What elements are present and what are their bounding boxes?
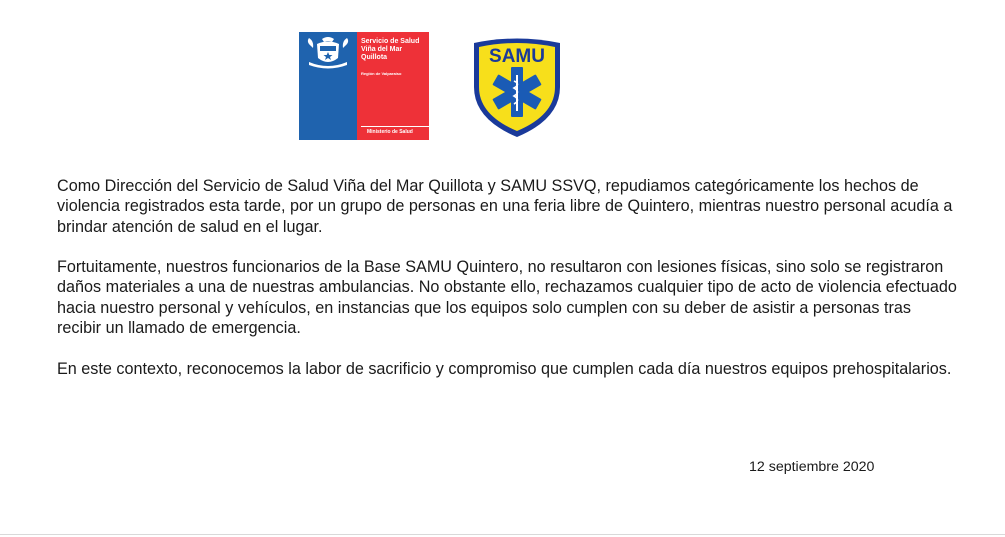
ssvq-service-name: Servicio de Salud Viña del Mar Quillota — [361, 38, 420, 61]
ssvq-region: Región de Valparaíso — [361, 71, 402, 76]
ssvq-ministry: Ministerio de Salud — [367, 129, 413, 135]
chile-coat-of-arms-icon — [303, 36, 353, 70]
statement-body — [57, 176, 957, 399]
logo-blue-panel — [299, 32, 357, 140]
paragraph: Como Dirección del Servicio de Salud Viña del Mar Quillota y SAMU SSVQ, repudiamos categóricamente los hechos de violencia registrados esta tarde, por un grupo de personas en una feria libre de Quintero, mientras nuestro personal acudía a brindar atención de salud en el lugar. — [57, 177, 953, 236]
bottom-divider — [0, 534, 1005, 535]
statement-date: 12 septiembre 2020 — [749, 459, 875, 475]
samu-logo — [466, 35, 568, 140]
paragraph: Fortuitamente, nuestros funcionarios de la Base SAMU Quintero, no resultaron con lesiones físicas, sino solo se registraron daños materiales a una de nuestras ambulancias. No obstante ello, rechazamos cualquier tipo de acto de violencia efectuado hacia nuestro personal y vehículos, en instancias que los equipos solo cumplen con su deber de asistir a personas tras recibir un llamado de emergencia. — [57, 258, 957, 338]
logo-divider — [361, 126, 429, 127]
ssvq-logo — [299, 32, 429, 140]
logo-red-panel — [357, 32, 429, 140]
paragraph: En este contexto, reconocemos la labor de sacrificio y compromiso que cumplen cada día nuestros equipos prehospitalarios. — [57, 359, 952, 378]
samu-wordmark: SAMU — [489, 46, 545, 67]
